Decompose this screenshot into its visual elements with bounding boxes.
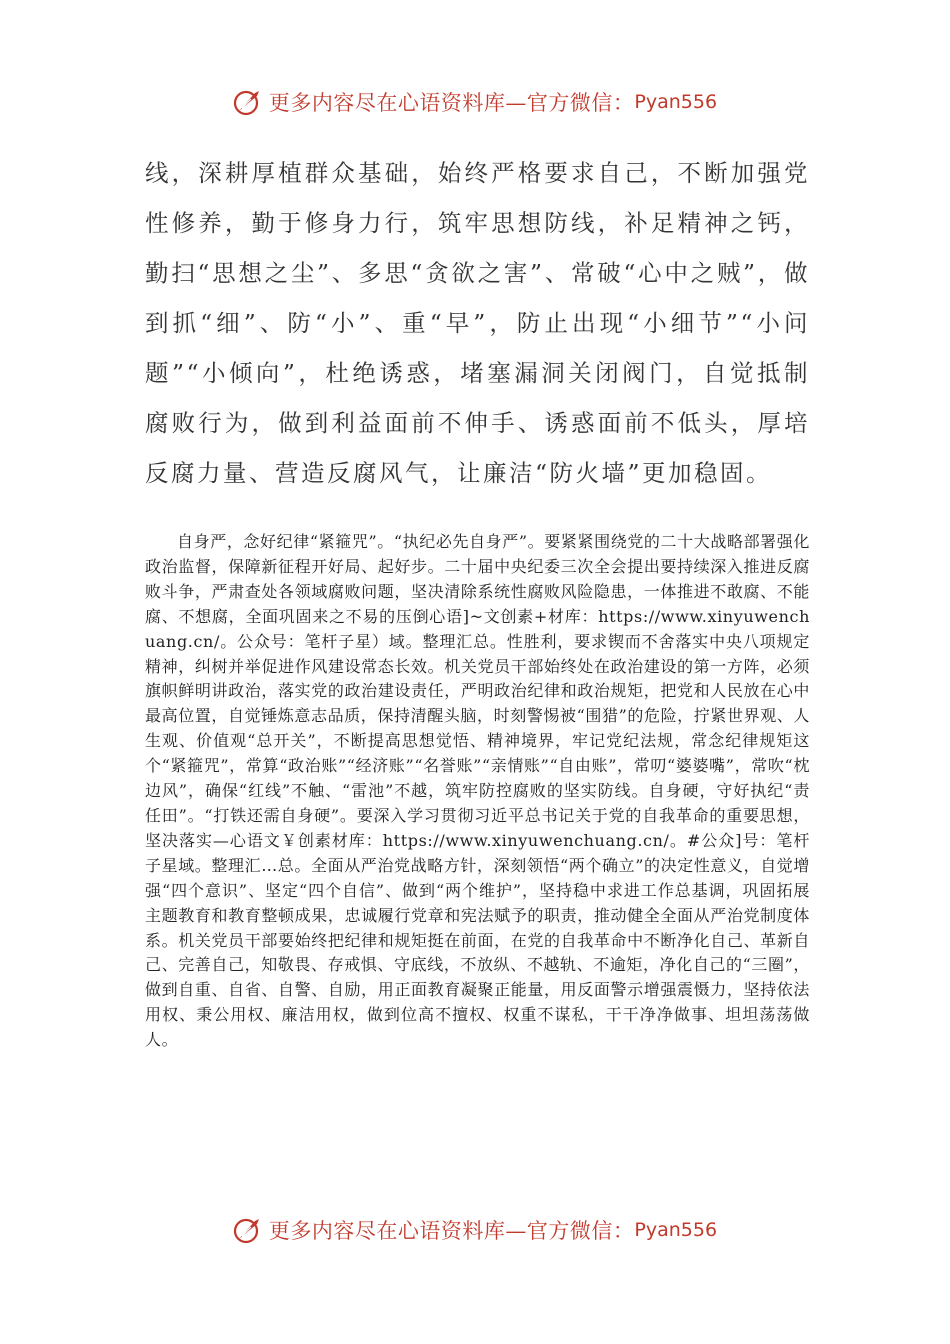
small-text-paragraph: 自身严，念好纪律“紧箍咒”。“执纪必先自身严”。要紧紧围绕党的二十大战略部署强化政治监督，保障新征程开好局、起好步。二十届中央纪委三次全会提出要持续深入推进反腐败斗争，严肃查处各领域腐败问题，坚决清除系统性腐败风险隐患，一体推进不敢腐、不能腐、不想腐，全面巩固来之不易的压倒心语]~文创素+材库：https://www.xinyuwenchuang.cn/。公众号：笔杆子星）域。整理汇总。性胜利，要求锲而不舍落实中央八项规定精神，纠树并举促进作风建设常态长效。机关党员干部始终处在政治建设的第一方阵，必须旗帜鲜明讲政治，落实党的政治建设责任，严明政治纪律和政治规矩，把党和人民放在心中最高位置，自觉锤炼意志品质，保持清醒头脑，时刻警惕被“围猎”的危险，拧紧世界观、人生观、价值观“总开关”，不断提高思想觉悟、精神境界，牢记党纪法规，常念纪律规矩这个“紧箍咒”，常算“政治账”“经济账”“名誉账”“亲情账”“自由账”，常叨“婆婆嘴”，常吹“枕边风”，确保“红线”不触、“雷池”不越，筑牢防控腐败的坚实防线。自身硬，守好执纪“责任田”。“打铁还需自身硬”。要深入学习贯彻习近平总书记关于党的自我革命的重要思想，坚决落实—心语文￥创素材库：https://www.xinyuwenchuang.cn/。#公众]号：笔杆子星域。整理汇…总。全面从严治党战略方针，深刻领悟“两个确立”的决定性意义，自觉增强“四个意识”、坚定“四个自信”、做到“两个维护”，坚持稳中求进工作总基调，巩固拓展主题教育和教育整顿成果，忠诚履行党章和宪法赋予的职责，推动健全全面从严治党制度体系。机关党员干部要始终把纪律和规矩挺在前面，在党的自我革命中不断净化自己、革新自己、完善自己，知敬畏、存戒惧、守底线，不放纵、不越轨、不逾矩，净化自己的“三圈”，做到自重、自省、自警、自励，用正面教育凝聚正能量，用反面警示增强震慑力，坚持依法用权、秉公用权、廉洁用权，做到位高不擅权、权重不谋私，干干净净做事、坦坦荡荡做人。 xyxy=(145,532,810,1050)
header-watermark-banner xyxy=(0,82,950,122)
header-banner-text: 更多内容尽在心语资料库—官方微信： xyxy=(268,91,635,115)
footer-wechat-id: Pyan556 xyxy=(634,1219,718,1241)
footer-banner-text: 更多内容尽在心语资料库—官方微信： xyxy=(268,1219,635,1243)
footer-watermark-banner xyxy=(0,1210,950,1250)
quill-pen-logo-icon xyxy=(233,1215,263,1245)
large-text-paragraph: 线，深耕厚植群众基础，始终严格要求自己，不断加强党性修养，勤于修身力行，筑牢思想防线，补足精神之钙，勤扫“思想之尘”、多思“贪欲之害”、常破“心中之贼”，做到抓“细”、防“小”、重“早”，防止出现“小细节”“小问题”“小倾向”，杜绝诱惑，堵塞漏洞关闭阀门，自觉抵制腐败行为，做到利益面前不伸手、诱惑面前不低头，厚培反腐力量、营造反腐风气，让廉洁“防火墙”更加稳固。 xyxy=(145,159,810,487)
quill-pen-logo-icon xyxy=(233,87,263,117)
header-wechat-id: Pyan556 xyxy=(634,91,718,113)
